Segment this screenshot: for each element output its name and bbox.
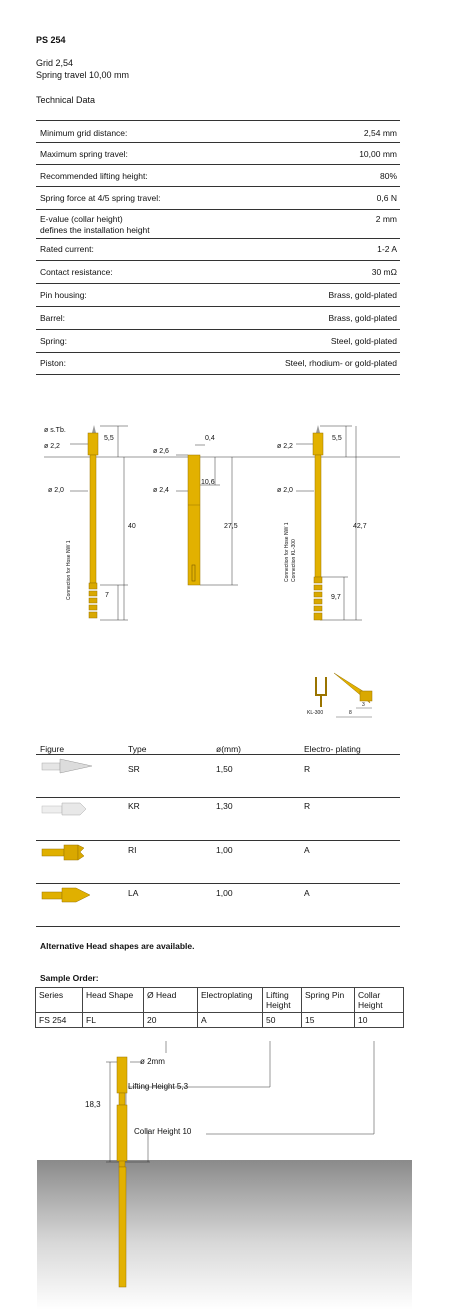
connection-hose-label-2: Connection for Hose NW 1 [284, 522, 290, 582]
dim-2-6: ø 2,6 [153, 448, 169, 455]
dim-0-4: 0,4 [205, 435, 215, 442]
spec-label: Barrel: [40, 313, 66, 323]
dim-40: 40 [128, 523, 136, 530]
spec-label: Contact resistance: [40, 267, 113, 277]
head-row-sr [36, 755, 400, 798]
spec-value: 2,54 mm [363, 128, 397, 138]
head-plating: A [304, 888, 310, 898]
sample-collar-height-label: Collar Height 10 [134, 1127, 192, 1136]
pin-3 [313, 425, 323, 620]
head-diameter: 1,00 [216, 888, 233, 898]
spec-label: Recommended lifting height: [40, 171, 148, 181]
spec-label: Spring: [40, 336, 67, 346]
spec-row [36, 120, 400, 143]
spec-value: 10,00 mm [359, 149, 397, 159]
spec-label: Maximum spring travel: [40, 149, 128, 159]
order-value-row [36, 1013, 404, 1028]
head-plating: R [304, 801, 311, 811]
spec-label: Spring force at 4/5 spring travel: [40, 193, 161, 203]
spec-value: Brass, gold-plated [328, 313, 397, 323]
order-col-head-shape: Head Shape [83, 988, 144, 1013]
head-sr-figure [36, 755, 96, 777]
sample-order-table [35, 987, 404, 1028]
spec-row [36, 239, 400, 261]
head-diameter: 1,50 [216, 764, 233, 774]
dim-2-4: ø 2,4 [153, 487, 169, 494]
head-type: SR [128, 764, 140, 774]
order-col-lifting-height: Lifting Height [263, 988, 302, 1013]
head-plating: R [304, 764, 311, 774]
spec-value: Steel, gold-plated [330, 336, 397, 346]
col-figure: Figure [40, 744, 65, 754]
dim-8: 8 [349, 710, 352, 716]
order-col-series: Series [36, 988, 83, 1013]
head-table-header [36, 740, 400, 755]
spec-value: 2 mm [375, 214, 397, 224]
sample-lifting-height-label: Lifting Height 5,3 [128, 1082, 189, 1091]
dim-42-7: 42,7 [353, 523, 367, 530]
dim-2-2-left: ø 2,2 [44, 443, 60, 450]
sample-pin-collar [117, 1105, 127, 1161]
spec-row [36, 261, 400, 284]
spec-label: Minimum grid distance: [40, 128, 128, 138]
spec-label-line2: defines the installation height [40, 225, 150, 235]
order-header-row [36, 988, 404, 1013]
spec-row [36, 187, 400, 210]
head-type: KR [128, 801, 140, 811]
dim-10-6: 10,6 [201, 479, 215, 486]
pin-2 [188, 455, 200, 585]
head-row-ri [36, 841, 400, 884]
spec-row [36, 165, 400, 187]
dim-2-0-left: ø 2,0 [48, 487, 64, 494]
grid-text: Grid 2,54 [36, 58, 74, 68]
dim-5-5-right: 5,5 [332, 435, 342, 442]
head-shapes-table [36, 740, 400, 927]
head-type: RI [128, 845, 137, 855]
order-col-spring-pin: Spring Pin [302, 988, 355, 1013]
order-series: FS 254 [36, 1013, 83, 1028]
sample-pin-drawing [0, 1035, 450, 1310]
col-diameter: ø(mm) [216, 744, 242, 754]
kl-300-connector [316, 673, 372, 717]
head-row-kr [36, 798, 400, 841]
order-col-collar-height: Collar Height [355, 988, 404, 1013]
spec-row [36, 307, 400, 330]
sample-pin-receptacle [119, 1167, 126, 1287]
head-plating: A [304, 845, 310, 855]
head-la-figure [36, 884, 96, 906]
dim-9-7: 9,7 [331, 594, 341, 601]
order-col-electroplating: Electroplating [198, 988, 263, 1013]
col-plating: Electro- plating [304, 744, 361, 754]
spec-row [36, 210, 400, 239]
spec-value: 1-2 A [377, 244, 397, 254]
spec-row [36, 353, 400, 375]
spec-value: 0,6 N [376, 193, 397, 203]
spec-value: 30 mΩ [371, 267, 397, 277]
dim-27-5: 27,5 [224, 523, 238, 530]
sample-diameter-label: ø 2mm [140, 1057, 165, 1066]
head-diameter: 1,00 [216, 845, 233, 855]
dim-2-2-right: ø 2,2 [277, 443, 293, 450]
kl-300-label: KL-300 [307, 710, 324, 716]
spec-table [36, 120, 400, 375]
dim-7: 7 [105, 592, 109, 599]
head-row-la [36, 884, 400, 927]
head-kr-figure [36, 798, 96, 820]
dim-stb: ø s.Tb. [44, 427, 66, 434]
spec-label: E-value (collar height) [40, 214, 123, 224]
spec-row [36, 284, 400, 307]
connection-hose-label-1: Connection for Hose NW 1 [66, 540, 72, 600]
spec-row [36, 330, 400, 353]
order-collar-height: 10 [355, 1013, 404, 1028]
spec-row [36, 143, 400, 165]
col-type: Type [128, 744, 147, 754]
sample-pin-head [117, 1057, 127, 1093]
head-ri-figure [36, 841, 96, 863]
spec-label: Pin housing: [40, 290, 87, 300]
order-spring-pin: 15 [302, 1013, 355, 1028]
order-electroplating: A [198, 1013, 263, 1028]
spec-value: Steel, rhodium- or gold-plated [285, 358, 397, 368]
spec-value: 80% [379, 171, 397, 181]
connection-kl300-label: Connection KL-300 [291, 539, 297, 582]
pin-1 [88, 425, 98, 618]
spec-label: Piston: [40, 358, 66, 368]
order-head-shape: FL [83, 1013, 144, 1028]
sample-18-3-label: 18,3 [85, 1100, 101, 1109]
page-title: PS 254 [36, 35, 66, 45]
order-col-head-diameter: Ø Head [144, 988, 198, 1013]
dim-2-0-right: ø 2,0 [277, 487, 293, 494]
order-lifting-height: 50 [263, 1013, 302, 1028]
alternative-heads-note: Alternative Head shapes are available. [40, 941, 195, 951]
spring-travel-text: Spring travel 10,00 mm [36, 70, 130, 80]
head-diameter: 1,30 [216, 801, 233, 811]
dim-5-5-left: 5,5 [104, 435, 114, 442]
order-head-diameter: 20 [144, 1013, 198, 1028]
technical-data-heading: Technical Data [36, 95, 96, 105]
sample-order-heading: Sample Order: [40, 973, 99, 983]
head-type: LA [128, 888, 139, 898]
spec-value: Brass, gold-plated [328, 290, 397, 300]
spec-label: Rated current: [40, 244, 94, 254]
dim-3: 3 [362, 702, 365, 708]
